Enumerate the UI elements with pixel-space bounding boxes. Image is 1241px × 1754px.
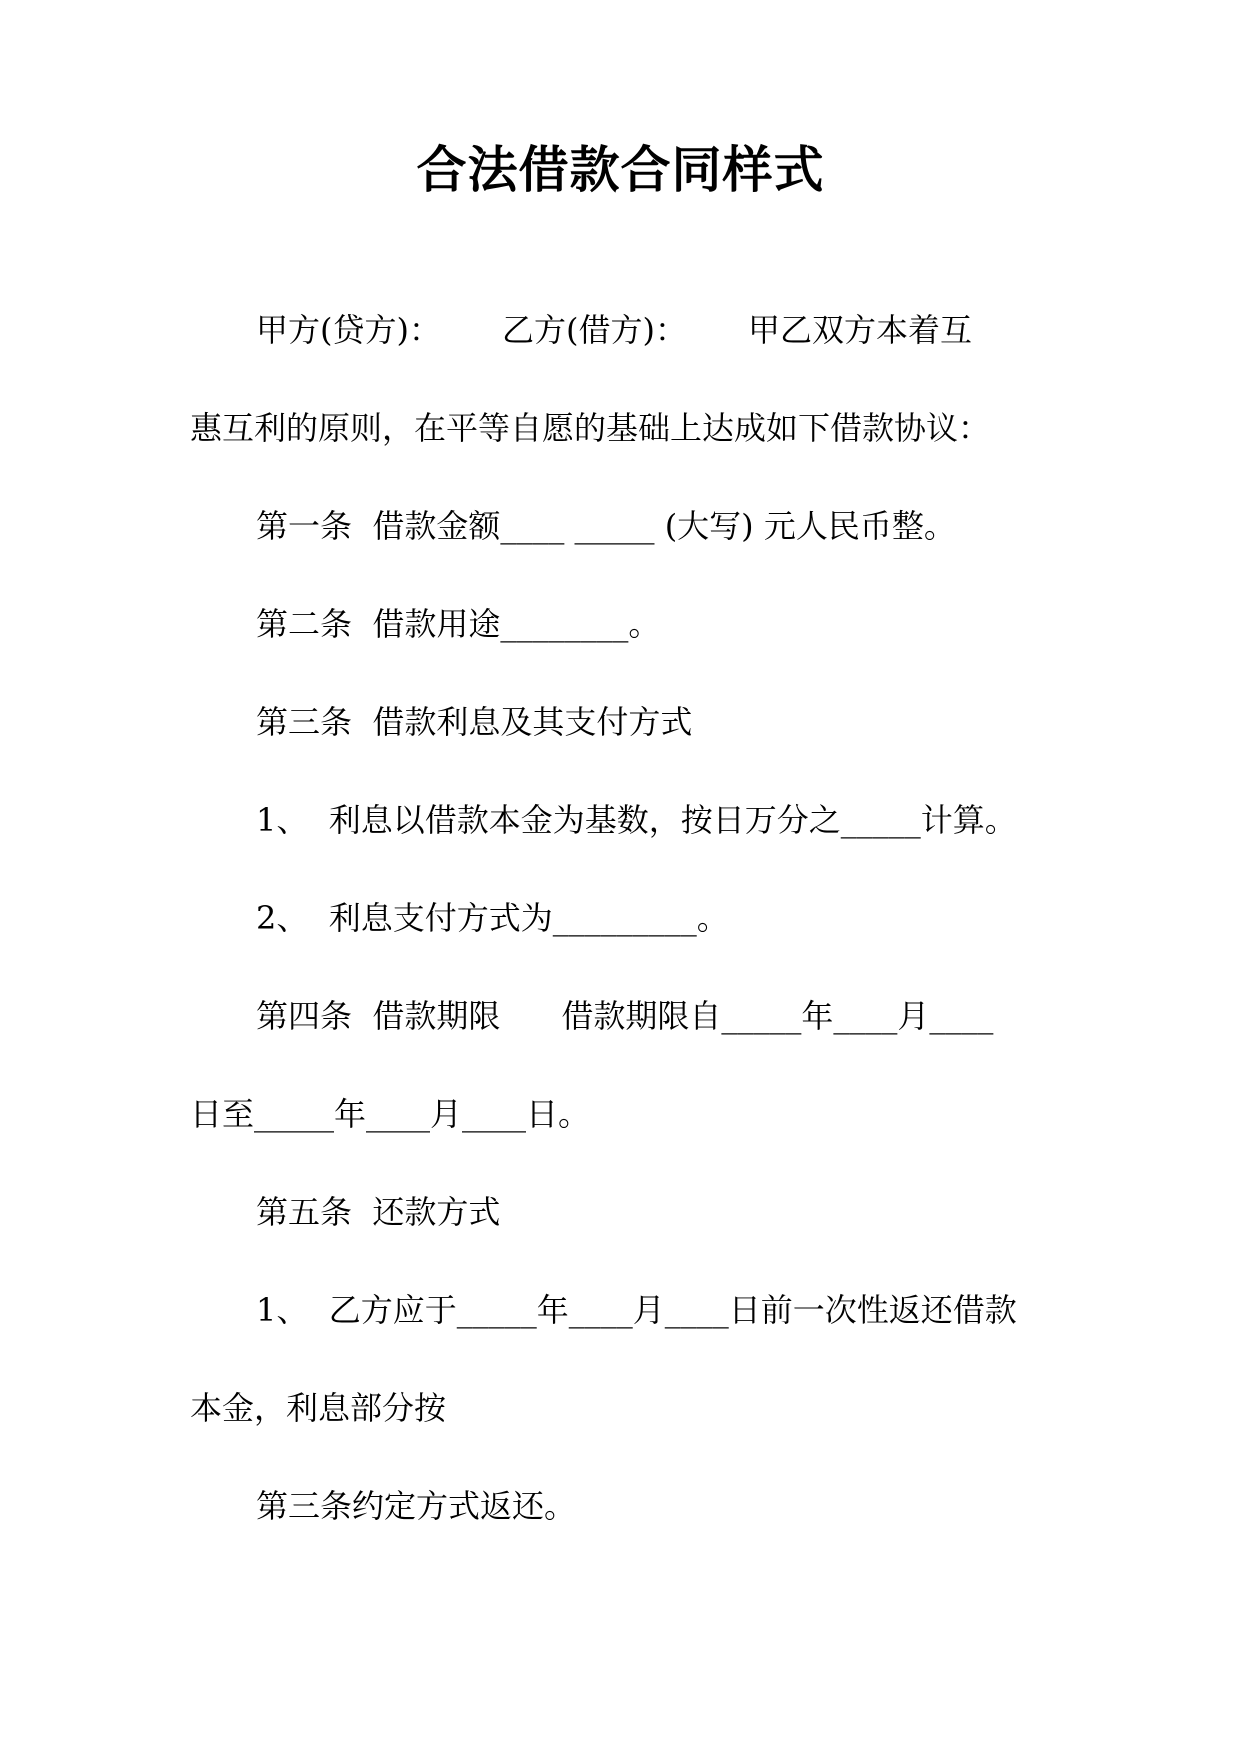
article-3-item-2: 2、 利息支付方式为_________。: [256, 899, 729, 937]
article-3-heading: 第三条 借款利息及其支付方式: [256, 703, 693, 741]
article-4-loan-term-continued: 日至_____年____月____日。: [190, 1095, 591, 1133]
article-4-loan-term: 第四条 借款期限 借款期限自_____年____月____: [256, 997, 994, 1035]
article-1-loan-amount: 第一条 借款金额____ _____ (大写) 元人民币整。: [256, 507, 956, 545]
article-5-item-1-tail: 第三条约定方式返还。: [256, 1487, 577, 1525]
article-5-item-1-continued: 本金，利息部分按: [190, 1389, 447, 1427]
article-5-heading: 第五条 还款方式: [256, 1193, 501, 1231]
article-2-loan-purpose: 第二条 借款用途________。: [256, 605, 661, 643]
article-5-item-1: 1、 乙方应于_____年____月____日前一次性返还借款: [256, 1291, 1017, 1329]
parties-line: 甲方(贷方)： 乙方(借方)： 甲乙双方本着互: [256, 311, 973, 349]
article-3-item-1: 1、 利息以借款本金为基数，按日万分之_____计算。: [256, 801, 1017, 839]
document-title: 合法借款合同样式: [416, 141, 825, 199]
agreement-preamble-line: 惠互利的原则，在平等自愿的基础上达成如下借款协议：: [190, 409, 991, 447]
